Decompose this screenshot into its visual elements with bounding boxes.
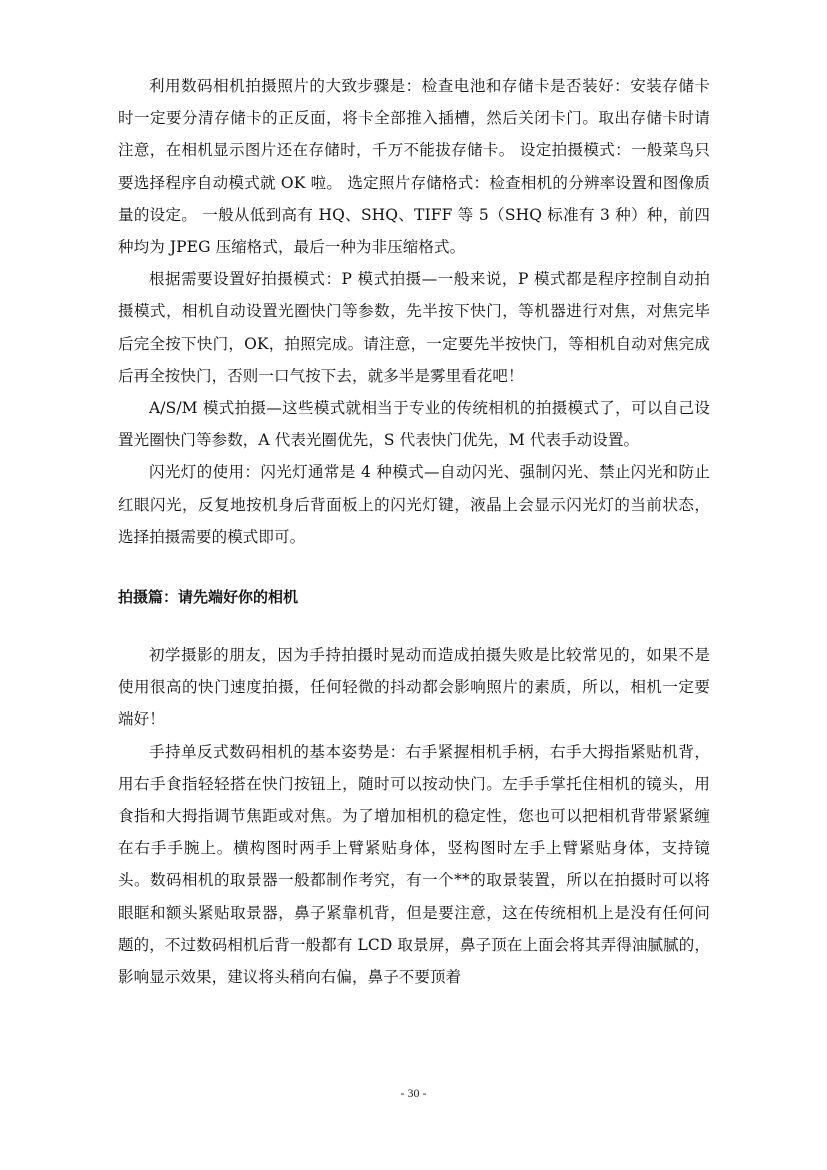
paragraph-holding-posture: 手持单反式数码相机的基本姿势是：右手紧握相机手柄，右手大拇指紧贴机背，用右手食指轻轻搭在快门按钮上，随时可以按动快门。左手手掌托住相机的镜头，用食指和大拇指调节焦距或对焦。为了增加相机的稳定性，您也可以把相机背带紧紧缠在右手手腕上。横构图时两手上臂紧贴身体，竖构图时左手上臂紧贴身体，支持镜头。数码相机的取景器一般都制作考究，有一个**的取景装置，所以在拍摄时可以将眼眶和额头紧贴取景器，鼻子紧靠机背，但是要注意，这在传统相机上是没有任何问题的，不过数码相机后背一般都有 LCD 取景屏，鼻子顶在上面会将其弄得油腻腻的，影响显示效果，建议将头稍向右偏，鼻子不要顶着 [118,742,710,987]
spacer [118,613,710,639]
paragraph-p-mode: 根据需要设置好拍摄模式：P 模式拍摄—一般来说，P 模式都是程序控制自动拍摄模式，相机自动设置光圈快门等参数，先半按下快门，等机器进行对焦，对焦完毕后完全按下快门，OK，拍照完成。请注意，一定要先半按快门，等相机自动对焦完成后再全按快门，否则一口气按下去，就多半是雾里看花吧！ [118,270,710,385]
paragraph-flash-usage: 闪光灯的使用：闪光灯通常是 4 种模式—自动闪光、强制闪光、禁止闪光和防止红眼闪光，反复地按机身后背面板上的闪光灯键，液晶上会显示闪光灯的当前状态，选择拍摄需要的模式即可。 [118,463,710,546]
page-content [118,70,710,993]
paragraph-shooting-steps: 利用数码相机拍摄照片的大致步骤是：检查电池和存储卡是否装好：安装存储卡时一定要分清存储卡的正反面，将卡全部推入插槽，然后关闭卡门。取出存储卡时请注意，在相机显示图片还在存储时，千万不能拔存储卡。 设定拍摄模式：一般菜鸟只要选择程序自动模式就 OK 啦。 选定照片存储格式：检查相机的分辨率设置和图像质量的设定。 一般从低到高有 HQ、SHQ、TIFF 等 5（SHQ 标准有 3 种）种，前四种均为 JPEG 压缩格式，最后一种为非压缩格式。 [118,77,710,257]
paragraph-hold-camera: 初学摄影的朋友，因为手持拍摄时晃动而造成拍摄失败是比较常见的，如果不是使用很高的快门速度拍摄，任何轻微的抖动都会影响照片的素质，所以，相机一定要端好！ [118,646,710,729]
paragraph-asm-mode: A/S/M 模式拍摄—这些模式就相当于专业的传统相机的拍摄模式了，可以自己设置光圈快门等参数，A 代表光圈优先，S 代表快门优先，M 代表手动设置。 [118,399,710,450]
spacer [118,553,710,581]
page-number: - 30 - [400,1086,427,1100]
section-heading: 拍摄篇：请先端好你的相机 [118,588,299,607]
